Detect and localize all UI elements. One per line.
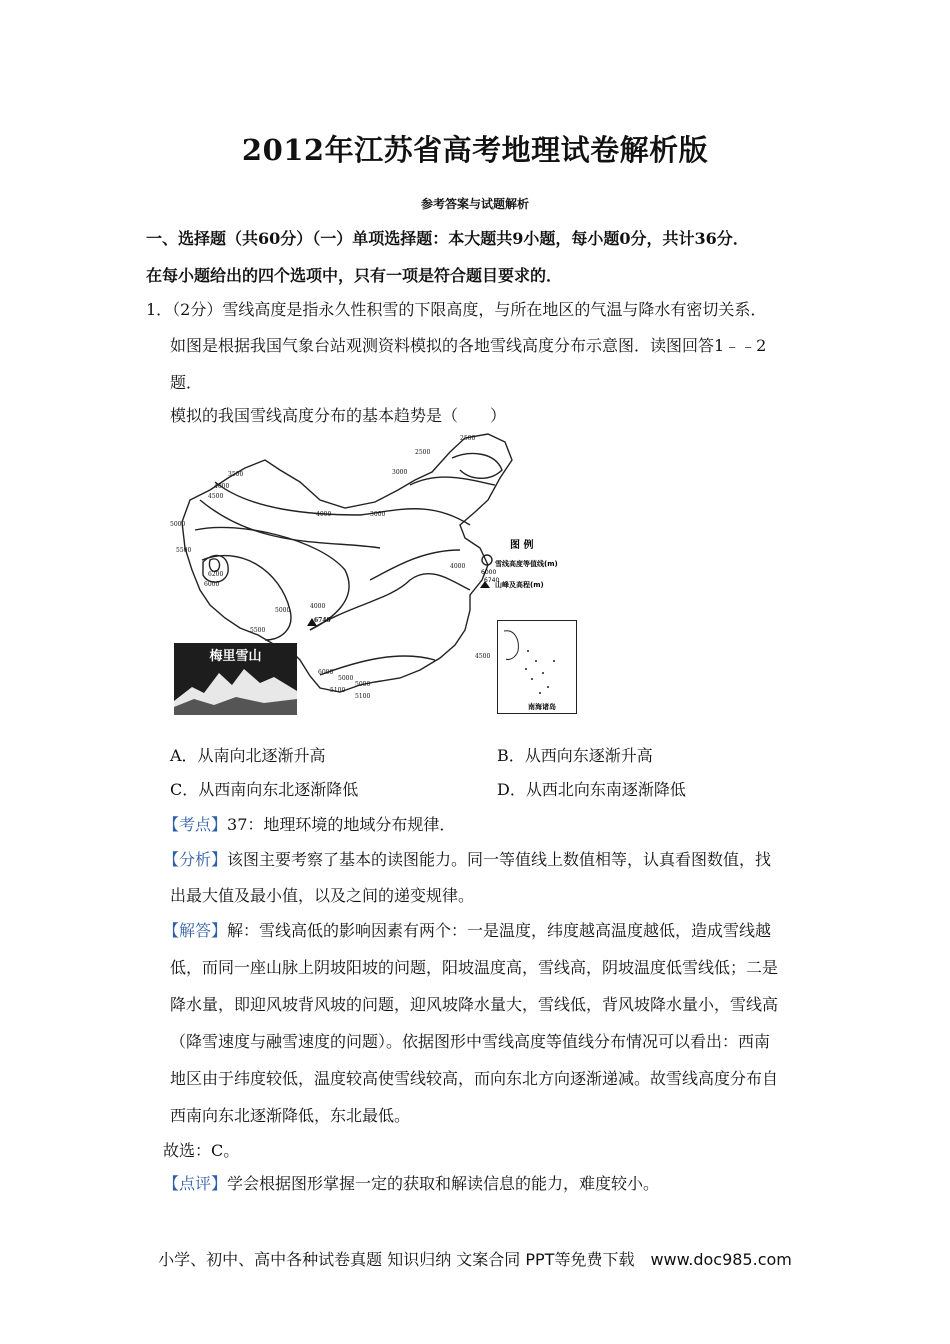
contour-4000-north <box>215 482 470 525</box>
question-1-line1: 1．（2分）雪线高度是指永久性积雪的下限高度，与所在地区的气温与降水有密切关系． <box>146 300 767 319</box>
dianping-row <box>163 1171 659 1194</box>
map-label: 5000 <box>338 675 354 682</box>
question-1-stem: 模拟的我国雪线高度分布的基本趋势是（ ） <box>170 406 507 425</box>
fenxi-tag: 【分析】 <box>163 850 228 869</box>
jieda-row <box>163 918 771 941</box>
legend-contour-label: 雪线高度等值线(m) <box>495 560 558 568</box>
kaodian-row <box>163 812 455 835</box>
map-label: 3500 <box>228 471 244 478</box>
map-label: 5000 <box>355 681 371 688</box>
map-label: 3000 <box>392 469 408 476</box>
map-label: 3000 <box>370 511 386 518</box>
map-label: 6740 <box>314 617 331 624</box>
legend-contour-value: 6000 <box>481 569 497 576</box>
inset-label: 南海诸岛 <box>528 703 556 711</box>
fenxi-line2: 出最大值及最小值，以及之间的递变规律。 <box>170 886 475 905</box>
dianping-text: 学会根据图形掌握一定的获取和解读信息的能力，难度较小。 <box>227 1174 660 1193</box>
option-b: B．从西向东逐渐升高 <box>497 746 653 765</box>
document-title: 2012年江苏省高考地理试卷解析版 <box>241 133 709 167</box>
contour-2500 <box>452 454 502 479</box>
jieda-tag: 【解答】 <box>163 921 228 940</box>
map-label: 4000 <box>316 511 332 518</box>
map-label: 5100 <box>355 693 371 700</box>
inset-map <box>498 621 576 713</box>
jieda-line5: 地区由于纬度较低，温度较高使雪线较高，而向东北方向逐渐递减。故雪线高度分布自 <box>170 1069 779 1088</box>
contour-4500-south <box>320 656 435 675</box>
map-label: 6200 <box>208 571 224 578</box>
jieda-text: 解：雪线高低的影响因素有两个：一是温度，纬度越高温度越低，造成雪线越 <box>227 921 772 940</box>
map-label: 2500 <box>460 435 476 442</box>
contour-4500 <box>200 500 380 548</box>
map-label: 2500 <box>415 449 431 456</box>
map-label: 6000 <box>204 581 220 588</box>
map-label: 5500 <box>250 627 266 634</box>
fenxi-row <box>163 847 771 870</box>
contour-6000-ring <box>209 559 219 571</box>
legend-title: 图 例 <box>510 540 534 551</box>
kaodian-tag: 【考点】 <box>163 815 228 834</box>
map-label: 4500 <box>475 653 491 660</box>
jieda-line6: 西南向东北逐渐降低，东北最低。 <box>170 1106 411 1125</box>
kaodian-text: 37：地理环境的地域分布规律． <box>227 815 456 834</box>
south-china-sea-inset <box>497 620 577 714</box>
legend-peak-value: 6740 <box>484 577 500 584</box>
section-heading-line2: 在每小题给出的四个选项中，只有一项是符合题目要求的． <box>146 266 563 285</box>
map-legend <box>480 538 558 589</box>
map-label: 5500 <box>176 547 192 554</box>
answer: 故选：C。 <box>163 1141 240 1160</box>
fenxi-text: 该图主要考察了基本的读图能力。同一等值线上数值相等，认真看图数值，找 <box>227 850 772 869</box>
map-label: 5100 <box>330 687 346 694</box>
contour-5000-south <box>310 574 470 630</box>
jieda-line4: （降雪速度与融雪速度的问题）。依据图形中雪线高度等值线分布情况可以看出：西南 <box>170 1032 771 1051</box>
photo-label: 梅里雪山 <box>209 649 262 664</box>
question-1-line2: 如图是根据我国气象台站观测资料模拟的各地雪线高度分布示意图．读图回答1﹣﹣2 <box>170 336 767 355</box>
map-label: 5000 <box>275 607 291 614</box>
map-label: 5000 <box>170 521 186 528</box>
jieda-line3: 降水量，即迎风坡背风坡的问题，迎风坡降水量大，雪线低，背风坡降水量小，雪线高 <box>170 995 779 1014</box>
jieda-line2: 低，而同一座山脉上阴坡阳坡的问题，阳坡温度高，雪线高，阴坡温度低雪线低；二是 <box>170 958 779 977</box>
page-footer: 小学、初中、高中各种试卷真题 知识归纳 文案合同 PPT等免费下载 www.doc985.com <box>158 1250 792 1269</box>
legend-peak-label: 山峰及高程(m) <box>495 581 544 589</box>
contour-4000-east <box>370 550 460 580</box>
contour-5500 <box>202 556 291 640</box>
question-1-line3: 题． <box>170 373 203 392</box>
section-heading-line1: 一、选择题（共60分）（一）单项选择题：本大题共9小题，每小题0分，共计36分． <box>146 229 749 248</box>
map-label: 4000 <box>214 483 230 490</box>
map-label: 4500 <box>208 493 224 500</box>
map-label: 4000 <box>450 563 466 570</box>
option-d: D．从西北向东南逐渐降低 <box>497 780 686 799</box>
document-subtitle: 参考答案与试题解析 <box>420 197 529 211</box>
dianping-tag: 【点评】 <box>163 1174 228 1193</box>
map-label: 6000 <box>318 669 334 676</box>
map-label: 4000 <box>310 603 326 610</box>
option-a: A．从南向北逐渐升高 <box>170 746 326 765</box>
option-c: C．从西南向东北逐渐降低 <box>170 780 359 799</box>
